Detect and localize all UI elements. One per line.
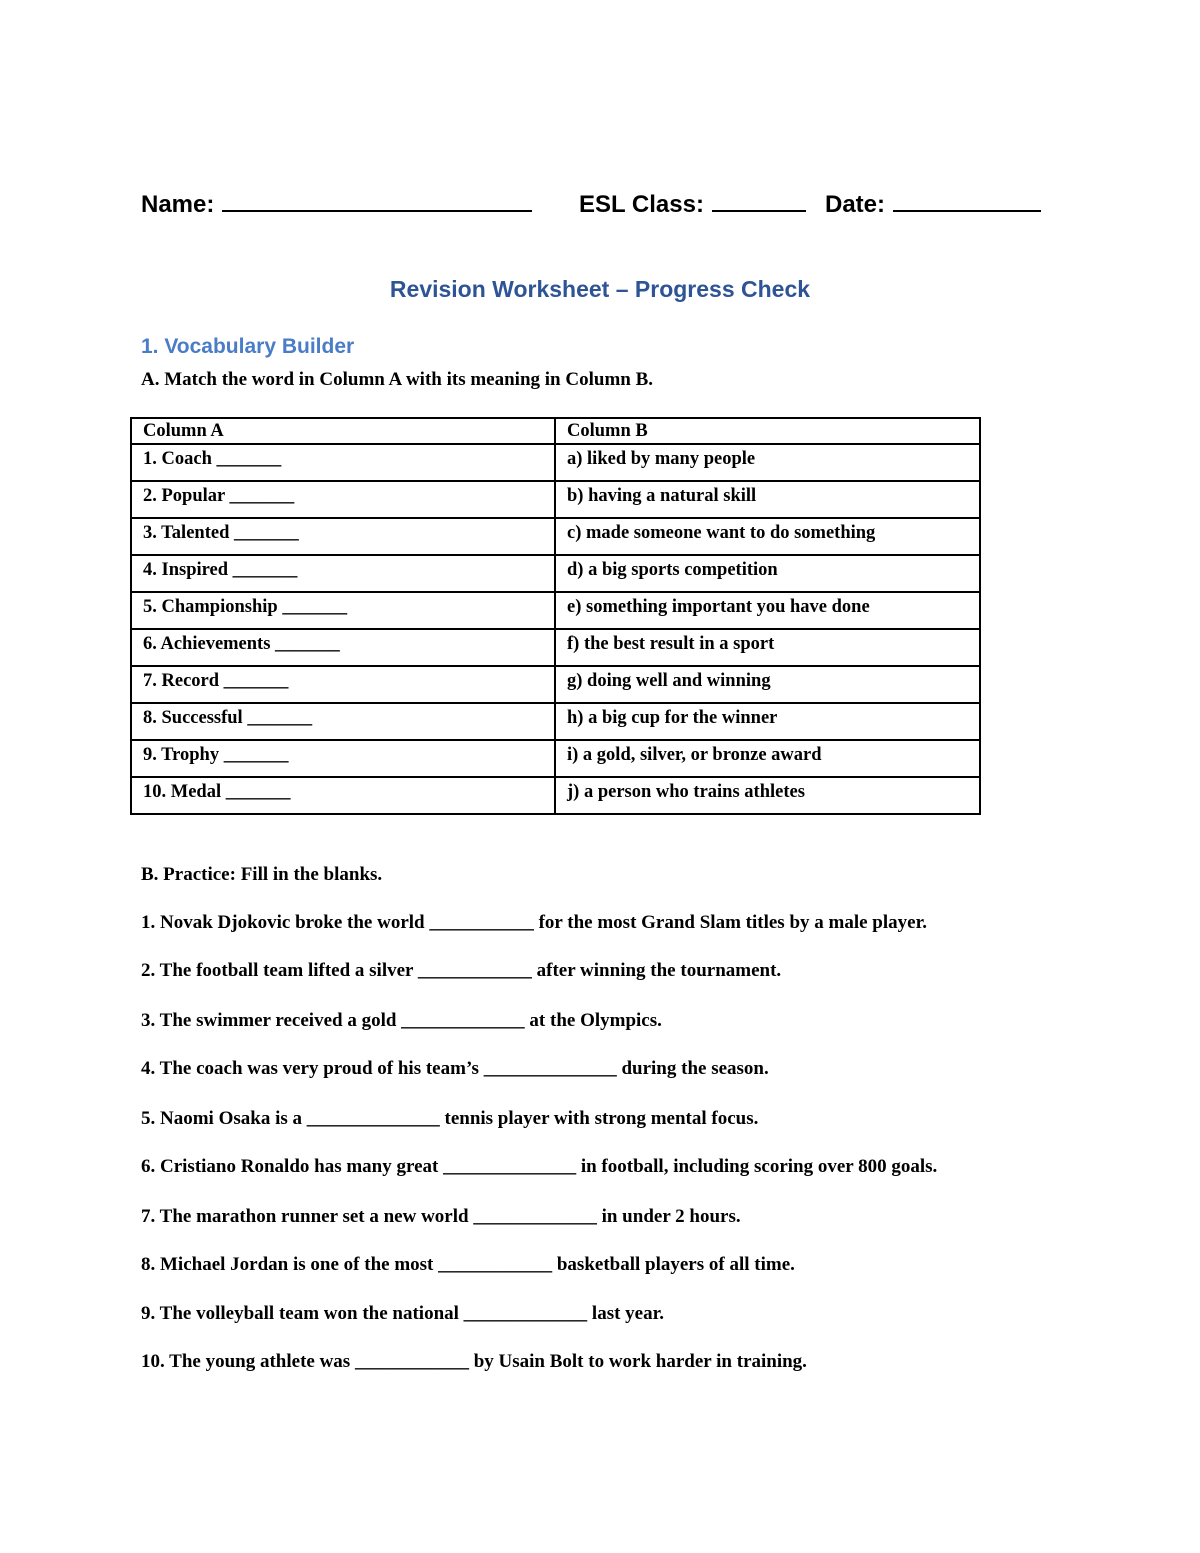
section-heading: 1. Vocabulary Builder xyxy=(141,335,355,358)
word-cell: 9. Trophy _______ xyxy=(131,740,555,777)
meaning-cell: c) made someone want to do something xyxy=(555,518,980,555)
table-row xyxy=(131,555,980,592)
sentence-item: 1. Novak Djokovic broke the world ___________ for the most Grand Slam titles by a male player. xyxy=(141,912,928,933)
word-cell: 7. Record _______ xyxy=(131,666,555,703)
meaning-cell: h) a big cup for the winner xyxy=(555,703,980,740)
table-row xyxy=(131,444,980,481)
sentence-item: 9. The volleyball team won the national _____________ last year. xyxy=(141,1303,665,1324)
word-cell: 8. Successful _______ xyxy=(131,703,555,740)
sentence-item: 6. Cristiano Ronaldo has many great ______________ in football, including scoring over 800 goals. xyxy=(141,1156,938,1177)
matching-table xyxy=(130,417,981,815)
name-blank xyxy=(222,188,532,212)
table-header-row xyxy=(131,418,980,444)
meaning-cell: f) the best result in a sport xyxy=(555,629,980,666)
table-row xyxy=(131,481,980,518)
table-row xyxy=(131,629,980,666)
sentence-item: 4. The coach was very proud of his team’s ______________ during the season. xyxy=(141,1058,769,1079)
meaning-cell: d) a big sports competition xyxy=(555,555,980,592)
word-cell: 5. Championship _______ xyxy=(131,592,555,629)
word-cell: 2. Popular _______ xyxy=(131,481,555,518)
name-field xyxy=(141,188,532,219)
column-b-header: Column B xyxy=(555,418,980,444)
date-blank xyxy=(893,188,1041,212)
date-label: Date: xyxy=(825,191,886,218)
column-a-header: Column A xyxy=(131,418,555,444)
meaning-cell: b) having a natural skill xyxy=(555,481,980,518)
word-cell: 10. Medal _______ xyxy=(131,777,555,814)
meaning-cell: a) liked by many people xyxy=(555,444,980,481)
word-cell: 4. Inspired _______ xyxy=(131,555,555,592)
word-cell: 3. Talented _______ xyxy=(131,518,555,555)
class-field xyxy=(579,188,806,219)
sentence-item: 7. The marathon runner set a new world _____________ in under 2 hours. xyxy=(141,1206,741,1227)
sentence-item: 8. Michael Jordan is one of the most ____________ basketball players of all time. xyxy=(141,1254,795,1275)
table-row xyxy=(131,740,980,777)
date-field xyxy=(825,188,1041,219)
meaning-cell: i) a gold, silver, or bronze award xyxy=(555,740,980,777)
table-row xyxy=(131,666,980,703)
part-a-instruction: A. Match the word in Column A with its meaning in Column B. xyxy=(141,369,654,390)
name-label: Name: xyxy=(141,191,215,218)
part-b-instruction: B. Practice: Fill in the blanks. xyxy=(141,864,383,885)
sentence-item: 3. The swimmer received a gold _____________ at the Olympics. xyxy=(141,1010,662,1031)
class-blank xyxy=(712,188,806,212)
table-row xyxy=(131,703,980,740)
table-row xyxy=(131,518,980,555)
sentence-item: 2. The football team lifted a silver ____________ after winning the tournament. xyxy=(141,960,782,981)
table-row xyxy=(131,592,980,629)
page-title: Revision Worksheet – Progress Check xyxy=(389,276,811,302)
meaning-cell: e) something important you have done xyxy=(555,592,980,629)
word-cell: 6. Achievements _______ xyxy=(131,629,555,666)
word-cell: 1. Coach _______ xyxy=(131,444,555,481)
table-row xyxy=(131,777,980,814)
sentence-item: 5. Naomi Osaka is a ______________ tennis player with strong mental focus. xyxy=(141,1108,759,1129)
meaning-cell: g) doing well and winning xyxy=(555,666,980,703)
class-label: ESL Class: xyxy=(579,191,704,218)
meaning-cell: j) a person who trains athletes xyxy=(555,777,980,814)
sentence-item: 10. The young athlete was ____________ by Usain Bolt to work harder in training. xyxy=(141,1351,807,1372)
